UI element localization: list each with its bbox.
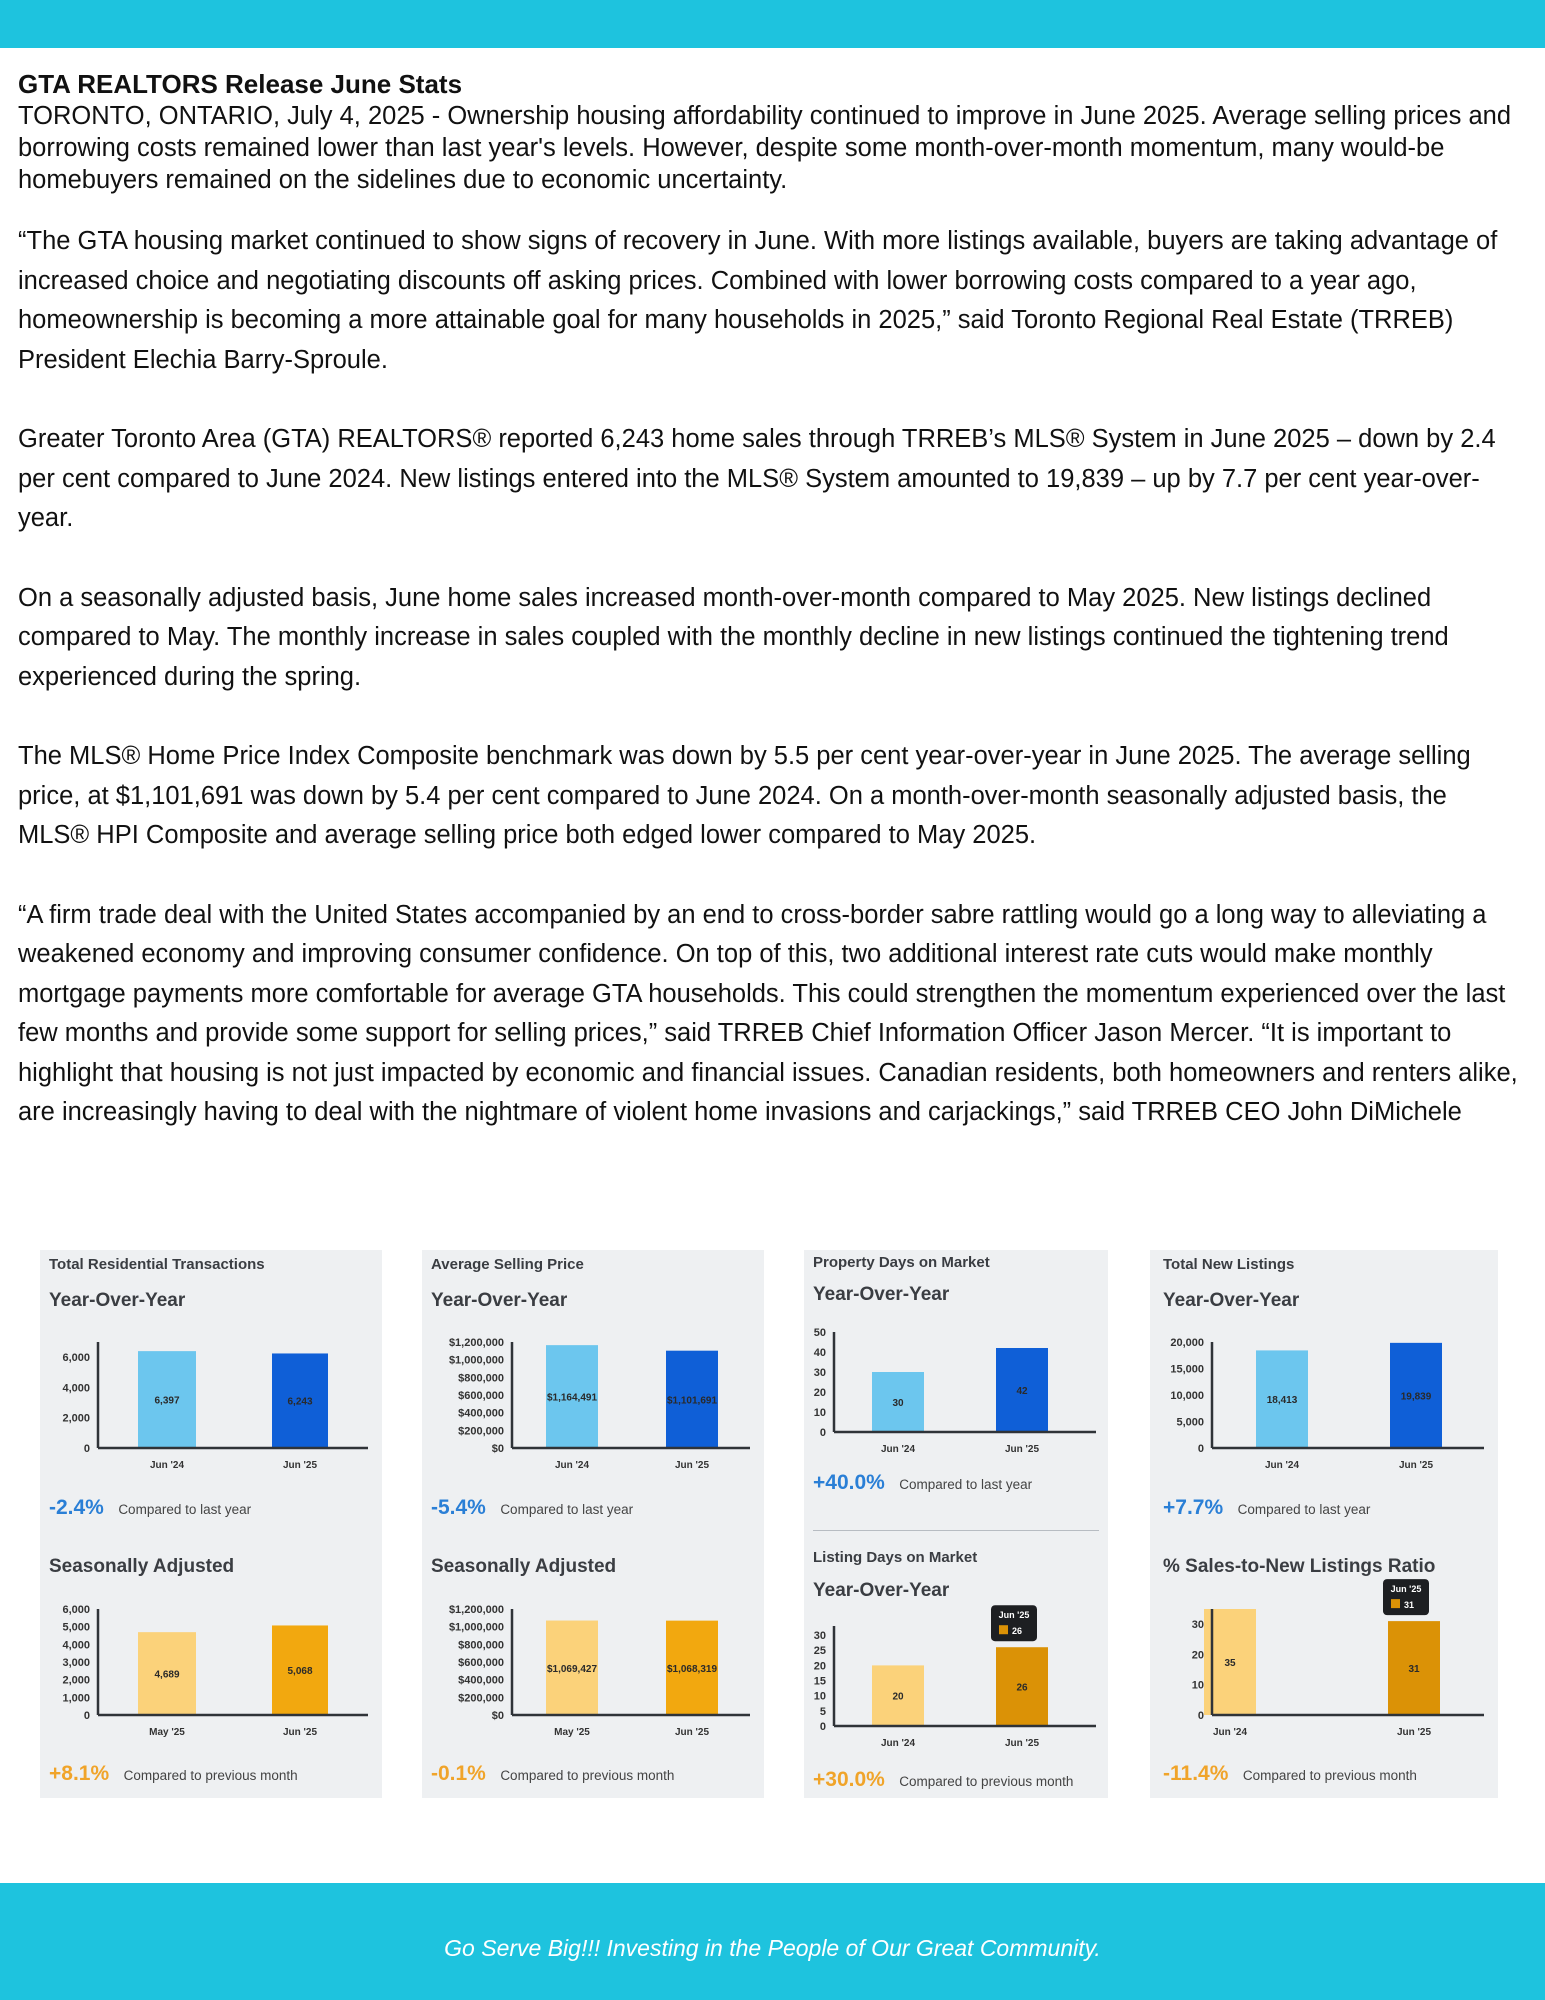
headline: GTA REALTORS Release June Stats (18, 69, 463, 99)
x-category-label: May '25 (149, 1727, 185, 1738)
y-tick-label: 3,000 (62, 1657, 90, 1669)
y-tick-label: $1,000,000 (448, 1621, 504, 1634)
y-tick-label: $600,000 (458, 1390, 504, 1402)
footer-tagline: Go Serve Big!!! Investing in the People of Our Great Community. (444, 1935, 1101, 1961)
chart-snlr (1150, 1250, 1498, 1798)
yoy-change-value: +40.0% (813, 1471, 885, 1494)
tooltip-value: 26 (1012, 1626, 1023, 1637)
y-tick-label: 20 (813, 1660, 826, 1673)
y-tick-label: 1,000 (62, 1692, 90, 1705)
y-tick-label: 10 (1191, 1679, 1204, 1692)
bar-value-label: $1,069,427 (546, 1663, 598, 1675)
panel-average-price (422, 1250, 764, 1798)
x-category-label: Jun '25 (1396, 1727, 1432, 1738)
x-category-label: Jun '24 (880, 1738, 916, 1749)
panel-new-listings (1150, 1250, 1498, 1798)
chart-listing-dom (804, 1250, 1108, 1798)
x-category-label: Jun '25 (282, 1727, 318, 1738)
y-tick-label: $0 (491, 1443, 504, 1455)
sa-change-row (49, 1762, 298, 1786)
tooltip-label: Jun '25 (998, 1610, 1030, 1621)
paragraph-price: The MLS® Home Price Index Composite benchmark was down by 5.5 per cent year-over-year in June 2025. The average selling price, at $1,101,691 was down by 5.4 per cent compared to June 2024. On a month-over-month seasonally adjusted basis, the MLS® HPI Composite and average selling price both edged lower compared to May 2025. (18, 742, 1471, 849)
yoy-heading: Year-Over-Year (1163, 1290, 1300, 1311)
x-category-label: Jun '25 (674, 1460, 710, 1471)
y-tick-label: 20,000 (1170, 1337, 1204, 1349)
y-tick-label: 10 (813, 1407, 826, 1419)
bar-value-label: 6,397 (154, 1395, 180, 1407)
sa-change-row (431, 1762, 674, 1786)
panel-title: Average Selling Price (431, 1256, 584, 1273)
yoy-heading: Year-Over-Year (431, 1290, 568, 1311)
y-tick-label: 4,000 (62, 1639, 90, 1652)
chart-price-sa (422, 1250, 764, 1798)
top-band (0, 0, 1545, 48)
x-category-label: Jun '25 (1398, 1460, 1434, 1471)
yoy-change-value: -5.4% (431, 1496, 486, 1519)
sa-change-value: +8.1% (49, 1762, 110, 1785)
x-category-label: Jun '24 (554, 1460, 590, 1471)
sa-change-desc: Compared to previous month (1242, 1768, 1417, 1783)
y-tick-label: 50 (813, 1327, 826, 1339)
panel-title: Total Residential Transactions (49, 1256, 265, 1273)
bar-value-label: 6,243 (287, 1396, 313, 1408)
y-tick-label: 20 (1191, 1649, 1204, 1662)
y-tick-label: $200,000 (458, 1692, 504, 1705)
article (18, 68, 1518, 1173)
bar-value-label: $1,164,491 (546, 1392, 598, 1404)
y-tick-label: 5,000 (1176, 1416, 1204, 1429)
y-tick-label: 15 (813, 1675, 826, 1688)
sa-heading: % Sales-to-New Listings Ratio (1163, 1556, 1436, 1577)
yoy-change-desc: Compared to last year (899, 1477, 1033, 1492)
y-tick-label: $600,000 (458, 1657, 504, 1669)
y-tick-label: $200,000 (458, 1425, 504, 1438)
y-tick-label: 2,000 (62, 1412, 90, 1425)
y-tick-label: $400,000 (458, 1407, 504, 1420)
y-tick-label: 4,000 (62, 1382, 90, 1395)
y-tick-label: 0 (1197, 1443, 1204, 1455)
x-category-label: Jun '24 (1264, 1460, 1300, 1471)
tooltip-value: 31 (1404, 1600, 1415, 1611)
bar-value-label: 20 (892, 1691, 904, 1703)
bar-value-label: 35 (1224, 1658, 1236, 1669)
sa-heading: Seasonally Adjusted (431, 1556, 617, 1577)
sa-change-desc: Compared to previous month (123, 1768, 298, 1783)
y-tick-label: $1,200,000 (448, 1337, 504, 1349)
yoy-change-desc: Compared to last year (500, 1502, 634, 1517)
bar-value-label: $1,101,691 (666, 1395, 718, 1407)
y-tick-label: 30 (1191, 1619, 1204, 1632)
y-tick-label: 6,000 (62, 1352, 90, 1365)
lead-paragraph: TORONTO, ONTARIO, July 4, 2025 - Ownership housing affordability continued to improve in June 2025. Average selling prices and borrowing costs remained lower than last year's levels. However, despite some month-over-month momentum, many would-be homebuyers remained on the sidelines due to economic uncertainty. (18, 102, 1511, 194)
panel-days-on-market (804, 1250, 1108, 1798)
y-tick-label: 30 (813, 1630, 826, 1643)
bar-value-label: $1,068,319 (666, 1663, 718, 1675)
bar-value-label: 31 (1408, 1664, 1420, 1676)
sa-change-value: +30.0% (813, 1768, 885, 1791)
x-category-label: Jun '25 (1004, 1444, 1040, 1455)
paragraph-outlook-quote: “A firm trade deal with the United States accompanied by an end to cross-border sabre rattling would go a long way to alleviating a weakened economy and improving consumer confidence. On top of this, two additional interest rate cuts would make monthly mortgage payments more comfortable for average GTA households. This could strengthen the momentum experienced over the last few months and provide some support for selling prices,” said TRREB Chief Information Officer Jason Mercer. “It is important to highlight that housing is not just impacted by economic and financial issues. Canadian residents, both homeowners and renters alike, are increasingly having to deal with the nightmare of violent home invasions and carjackings,” said TRREB CEO John DiMichele (18, 900, 1518, 1126)
chart-transactions-sa (40, 1250, 382, 1798)
x-category-label: Jun '24 (880, 1444, 916, 1455)
bottom-band (0, 1883, 1545, 2000)
y-tick-label: 20 (813, 1387, 826, 1399)
yoy-change-value: +7.7% (1163, 1496, 1224, 1519)
y-tick-label: 0 (83, 1710, 90, 1722)
sa-change-desc: Compared to previous month (899, 1774, 1074, 1789)
sa-heading: Seasonally Adjusted (49, 1556, 235, 1577)
y-tick-label: 10 (813, 1690, 826, 1703)
bar-value-label: 18,413 (1266, 1395, 1298, 1407)
yoy-change-value: -2.4% (49, 1496, 104, 1519)
x-category-label: Jun '25 (674, 1727, 710, 1738)
sa-change-desc: Compared to previous month (500, 1768, 675, 1783)
x-category-label: Jun '25 (1004, 1738, 1040, 1749)
sa-heading: Year-Over-Year (813, 1580, 950, 1601)
y-tick-label: 10,000 (1170, 1390, 1204, 1402)
tooltip-swatch (1391, 1599, 1400, 1608)
y-tick-label: 0 (819, 1427, 826, 1439)
sa-change-value: -0.1% (431, 1762, 486, 1785)
sa-change-value: -11.4% (1163, 1762, 1229, 1785)
y-tick-label: $800,000 (458, 1372, 504, 1385)
panel-title: Property Days on Market (813, 1254, 990, 1271)
y-tick-label: 0 (1197, 1710, 1204, 1722)
y-tick-label: $1,000,000 (448, 1354, 504, 1367)
yoy-change-desc: Compared to last year (118, 1502, 252, 1517)
y-tick-label: 40 (813, 1347, 826, 1359)
y-tick-label: 6,000 (62, 1604, 90, 1616)
tooltip-label: Jun '25 (1390, 1584, 1422, 1595)
paragraph-sales: Greater Toronto Area (GTA) REALTORS® reported 6,243 home sales through TRREB’s MLS® System in June 2025 – down by 2.4 per cent compared to June 2024. New listings entered into the MLS® System amounted to 19,839 – up by 7.7 per cent year-over-year. (18, 425, 1496, 532)
y-tick-label: 2,000 (62, 1674, 90, 1687)
bar-value-label: 42 (1016, 1386, 1028, 1397)
listing-dom-title: Listing Days on Market (813, 1549, 978, 1566)
tooltip-swatch (999, 1625, 1008, 1634)
sa-change-row (813, 1768, 1073, 1792)
bar-value-label: 4,689 (154, 1669, 180, 1681)
yoy-heading: Year-Over-Year (813, 1284, 950, 1305)
x-category-label: Jun '24 (149, 1460, 185, 1471)
paragraph-president-quote: “The GTA housing market continued to show signs of recovery in June. With more listings available, buyers are taking advantage of increased choice and negotiating discounts off asking prices. Combined with lower borrowing costs compared to a year ago, homeownership is becoming a more attainable goal for many households in 2025,” said Toronto Regional Real Estate (TRREB) President Elechia Barry-Sproule. (18, 227, 1498, 374)
paragraph-seasonal: On a seasonally adjusted basis, June home sales increased month-over-month compared to May 2025. New listings declined compared to May. The monthly increase in sales coupled with the monthly decline in new listings continued the tightening trend experienced during the spring. (18, 583, 1449, 691)
y-tick-label: 25 (813, 1645, 826, 1658)
panel-total-transactions (40, 1250, 382, 1798)
bar-value-label: 26 (1016, 1682, 1028, 1694)
y-tick-label: 0 (83, 1443, 90, 1455)
y-tick-label: $0 (491, 1710, 504, 1722)
y-tick-label: 5 (819, 1705, 826, 1718)
yoy-change-desc: Compared to last year (1237, 1502, 1371, 1517)
bar-value-label: 30 (892, 1398, 904, 1409)
x-category-label: Jun '24 (1212, 1727, 1248, 1738)
x-category-label: Jun '25 (282, 1460, 318, 1471)
x-category-label: May '25 (554, 1727, 590, 1738)
y-tick-label: 15,000 (1170, 1363, 1204, 1376)
bar-value-label: 19,839 (1400, 1391, 1432, 1403)
panel-title: Total New Listings (1163, 1256, 1295, 1273)
y-tick-label: 5,000 (62, 1621, 90, 1634)
y-tick-label: $800,000 (458, 1639, 504, 1652)
y-tick-label: $1,200,000 (448, 1604, 504, 1616)
y-tick-label: $400,000 (458, 1674, 504, 1687)
y-tick-label: 0 (819, 1721, 826, 1733)
bar-value-label: 5,068 (287, 1666, 313, 1678)
yoy-heading: Year-Over-Year (49, 1290, 186, 1311)
y-tick-label: 30 (813, 1367, 826, 1379)
sa-change-row (1163, 1762, 1417, 1786)
